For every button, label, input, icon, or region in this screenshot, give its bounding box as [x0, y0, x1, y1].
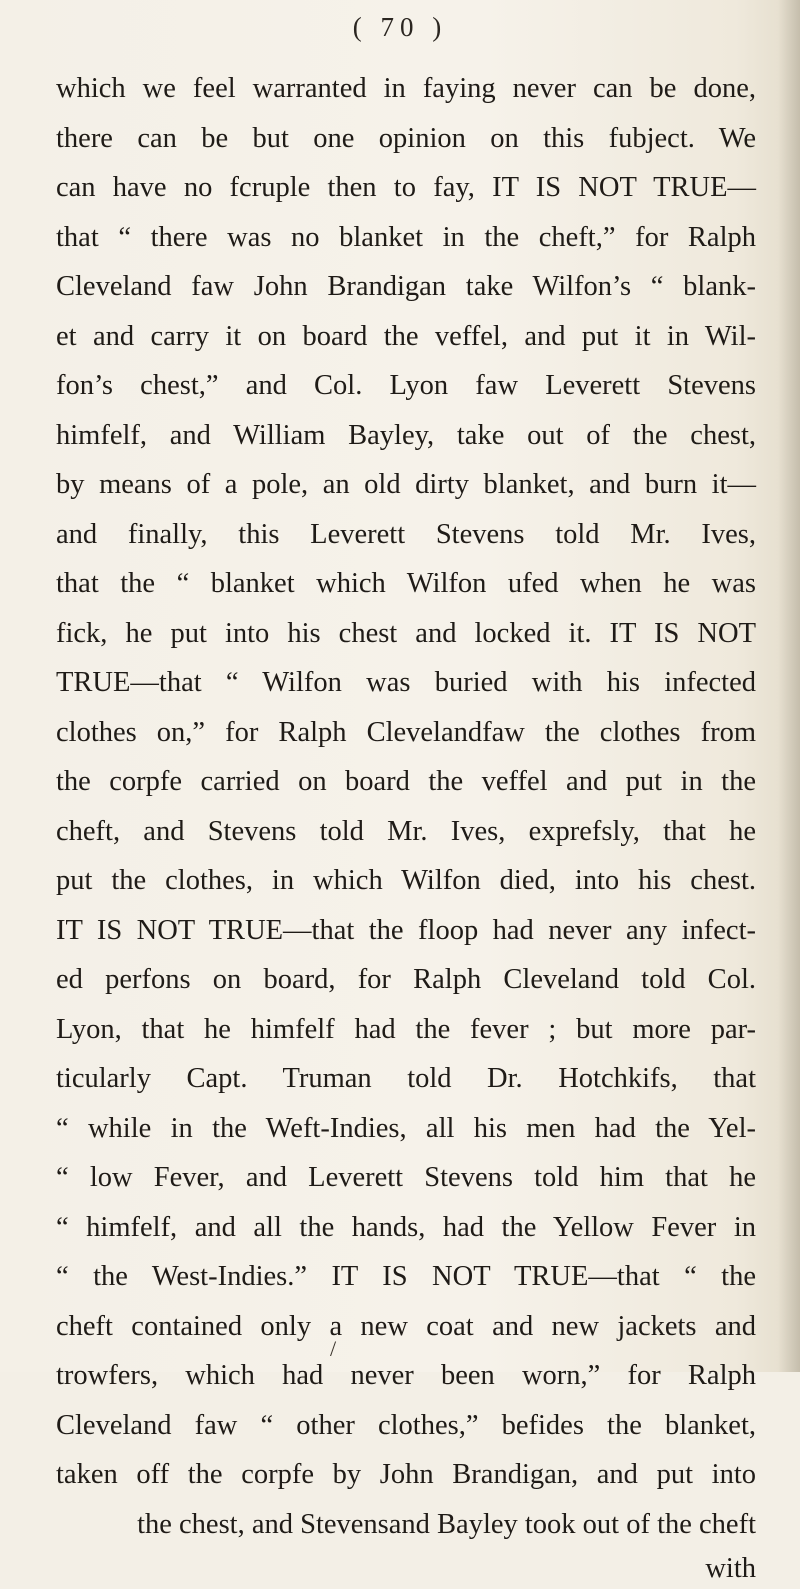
text-line: ticularly Capt. Truman told Dr. Hotchkifs, that — [56, 1063, 756, 1094]
text-line: Lyon, that he himfelf had the fever ; but more par- — [56, 1013, 756, 1045]
text-line: IT IS NOT TRUE—that the floop had never any infect- — [56, 914, 756, 946]
page-number: ( 70 ) — [352, 12, 448, 42]
text-line: taken off the corpfe by John Brandigan, and put into — [56, 1459, 756, 1490]
text-line: clothes on,” for Ralph Clevelandfaw the clothes from — [56, 716, 756, 748]
text-line: the chest, and Stevensand Bayley took out of the cheft — [137, 1508, 756, 1540]
text-line: cheft, and Stevens told Mr. Ives, exprefsly, that he — [56, 815, 756, 847]
text-line: TRUE—that “ Wilfon was buried with his infected — [56, 667, 756, 698]
text-line: and finally, this Leverett Stevens told Mr. Ives, — [56, 518, 756, 550]
text-line: fon’s chest,” and Col. Lyon faw Leverett Stevens — [56, 370, 756, 401]
body-text — [56, 64, 756, 1589]
page-edge-shadow — [778, 0, 800, 1372]
text-line: trowfers, which had never been worn,” for Ralph — [56, 1360, 756, 1391]
text-line: ed perfons on board, for Ralph Cleveland told Col. — [56, 964, 756, 995]
text-line: can have no fcruple then to fay, IT IS NOT TRUE— — [56, 172, 756, 203]
text-line: himfelf, and William Bayley, take out of the chest, — [56, 419, 756, 451]
text-line: which we feel warranted in faying never can be done, — [56, 73, 756, 104]
text-line: “ himfelf, and all the hands, had the Yellow Fever in — [56, 1211, 756, 1243]
text-line: “ while in the Weft-Indies, all his men had the Yel- — [56, 1112, 756, 1144]
text-line: the corpfe carried on board the veffel and put in the — [56, 766, 756, 797]
text-line: et and carry it on board the veffel, and put it in Wil- — [56, 320, 756, 352]
text-line: cheft contained only a new coat and new jackets and — [56, 1310, 756, 1342]
text-line: put the clothes, in which Wilfon died, into his chest. — [56, 865, 756, 896]
text-line: “ low Fever, and Leverett Stevens told him that he — [56, 1162, 756, 1193]
text-line: “ the West-Indies.” IT IS NOT TRUE—that “ the — [56, 1261, 756, 1292]
text-line: Cleveland faw John Brandigan take Wilfon’s “ blank- — [56, 271, 756, 302]
catchword: with — [705, 1553, 756, 1584]
text-line: that “ there was no blanket in the cheft,” for Ralph — [56, 221, 756, 253]
text-line: Cleveland faw “ other clothes,” befides the blanket, — [56, 1409, 756, 1441]
text-line: there can be but one opinion on this fubject. We — [56, 122, 756, 154]
text-line: that the “ blanket which Wilfon ufed when he was — [56, 568, 756, 599]
text-line: by means of a pole, an old dirty blanket, and burn it— — [56, 469, 756, 500]
footer-mark: / — [330, 1336, 337, 1361]
text-line: fick, he put into his chest and locked it. IT IS NOT — [56, 617, 756, 649]
